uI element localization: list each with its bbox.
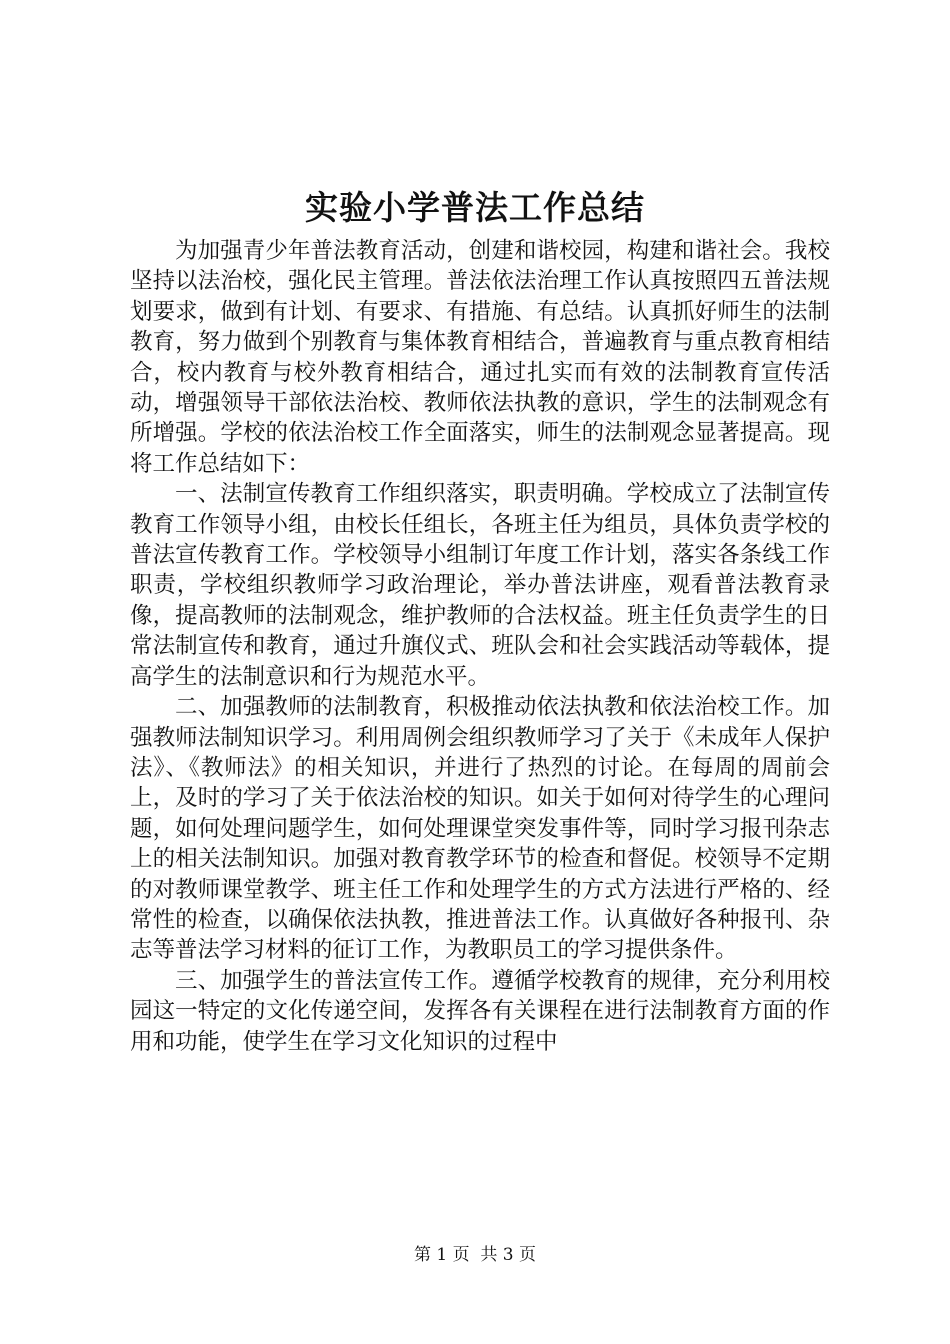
paragraph-intro: 为加强青少年普法教育活动，创建和谐校园，构建和谐社会。我校坚持以法治校，强化民主管理。普法依法治理工作认真按照四五普法规划要求，做到有计划、有要求、有措施、有总结。认真抓好师生的法制教育，努力做到个别教育与集体教育相结合，普遍教育与重点教育相结合，校内教育与校外教育相结合，通过扎实而有效的法制教育宣传活动，增强领导干部依法治校、教师依法执教的意识，学生的法制观念有所增强。学校的依法治校工作全面落实，师生的法制观念显著提高。现将工作总结如下： — [130, 238, 830, 477]
document-body — [130, 236, 830, 1057]
paragraph-section-3: 三、加强学生的普法宣传工作。遵循学校教育的规律，充分利用校园这一特定的文化传递空间，发挥各有关课程在进行法制教育方面的作用和功能，使学生在学习文化知识的过程中 — [130, 967, 830, 1055]
page-number-label: 第 1 页 共 3 页 — [413, 1245, 537, 1265]
paragraph-section-1: 一、法制宣传教育工作组织落实，职责明确。学校成立了法制宣传教育工作领导小组，由校长任组长，各班主任为组员，具体负责学校的普法宣传教育工作。学校领导小组制订年度工作计划，落实各条线工作职责，学校组织教师学习政治理论，举办普法讲座，观看普法教育录像，提高教师的法制观念，维护教师的合法权益。班主任负责学生的日常法制宣传和教育，通过升旗仪式、班队会和社会实践活动等载体，提高学生的法制意识和行为规范水平。 — [130, 481, 830, 690]
document-title: 实验小学普法工作总结 — [305, 188, 645, 227]
paragraph-section-2: 二、加强教师的法制教育，积极推动依法执教和依法治校工作。加强教师法制知识学习。利用周例会组织教师学习了关于《未成年人保护法》、《教师法》的相关知识，并进行了热烈的讨论。在每周的周前会上，及时的学习了关于依法治校的知识。如关于如何对待学生的心理问题，如何处理问题学生，如何处理课堂突发事件等，同时学习报刊杂志上的相关法制知识。加强对教育教学环节的检查和督促。校领导不定期的对教师课堂教学、班主任工作和处理学生的方式方法进行严格的、经常性的检查，以确保依法执教，推进普法工作。认真做好各种报刊、杂志等普法学习材料的征订工作，为教职员工的学习提供条件。 — [130, 694, 830, 964]
page-footer — [0, 1243, 950, 1267]
